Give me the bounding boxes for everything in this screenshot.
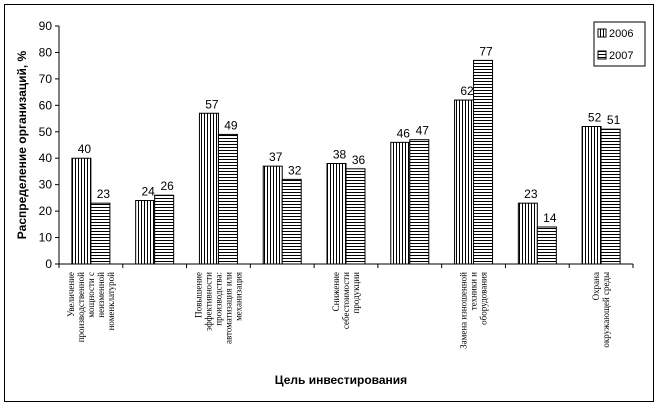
category-labels xyxy=(66,272,611,349)
category-label-6-line-2: оборудования xyxy=(478,272,489,325)
value-label-2007-3: 32 xyxy=(288,163,302,178)
bar-2007-6 xyxy=(474,60,493,264)
bar-2007-8 xyxy=(601,129,620,264)
bar-2007-4 xyxy=(346,169,365,264)
y-axis-title: Распределение организаций, % xyxy=(15,50,29,240)
category-label-0-line-1: производственной xyxy=(75,272,86,343)
x-axis-title: Цель инвестирования xyxy=(274,373,408,387)
y-tick-label: 80 xyxy=(38,45,52,60)
y-axis-title-group xyxy=(15,50,29,239)
legend-swatch-2007 xyxy=(598,51,606,59)
category-label-8-line-0: Охрана xyxy=(591,272,602,301)
y-tick-label: 70 xyxy=(38,71,52,86)
bar-2007-3 xyxy=(282,179,301,264)
bar-2006-4 xyxy=(327,164,346,264)
category-label-0-line-3: неизменной xyxy=(95,272,106,318)
value-label-2007-4: 36 xyxy=(351,152,366,167)
value-label-2007-6: 77 xyxy=(479,44,493,59)
legend-label-2007: 2007 xyxy=(609,50,634,62)
value-label-2007-8: 51 xyxy=(606,113,621,128)
y-tick-label: 30 xyxy=(38,177,52,192)
value-label-2007-1: 26 xyxy=(160,179,174,194)
bar-2006-7 xyxy=(518,203,537,264)
category-label-6-line-1: техники и xyxy=(468,272,479,311)
bar-2006-0 xyxy=(72,158,91,264)
value-label-2006-3: 37 xyxy=(269,150,283,165)
value-label-2007-7: 14 xyxy=(543,210,557,225)
bar-2007-5 xyxy=(410,140,429,264)
category-label-4-line-2: продукции xyxy=(351,272,361,314)
category-label-2-line-2: производства: xyxy=(213,272,224,326)
category-label-4-line-1: себестоимости xyxy=(341,272,351,330)
y-tick-label: 90 xyxy=(38,19,52,33)
category-label-2-line-1: эффективности xyxy=(203,272,214,331)
bar-2007-7 xyxy=(537,227,556,264)
category-label-6-line-0: Замена изношенной xyxy=(458,272,469,349)
bar-2006-3 xyxy=(263,166,282,264)
value-label-2006-0: 40 xyxy=(77,142,92,157)
legend-swatch-2006 xyxy=(598,29,606,37)
y-tick-label: 20 xyxy=(38,204,52,219)
bar-2006-5 xyxy=(391,142,410,264)
legend-label-2006: 2006 xyxy=(609,28,634,40)
y-tick-label: 40 xyxy=(38,151,52,166)
value-label-2006-6: 62 xyxy=(460,84,474,99)
value-label-2006-1: 24 xyxy=(141,184,155,199)
bar-2007-2 xyxy=(218,134,237,264)
y-tick-label: 10 xyxy=(38,230,52,245)
value-label-2006-4: 38 xyxy=(332,147,347,162)
category-label-0-line-0: Увеличение xyxy=(65,272,76,318)
bar-2006-1 xyxy=(136,201,155,264)
bars xyxy=(72,60,620,264)
category-label-8-line-1: окружающей среды xyxy=(601,272,612,348)
category-label-4-line-0: Снижение xyxy=(331,272,341,312)
value-label-2007-2: 49 xyxy=(224,118,238,133)
category-label-2-line-0: Повышение xyxy=(193,272,204,318)
value-label-2006-7: 23 xyxy=(524,187,538,202)
bar-2007-0 xyxy=(91,203,110,264)
category-label-0-line-4: номенклатурой xyxy=(105,272,116,331)
value-label-2007-0: 23 xyxy=(96,187,111,202)
value-label-2006-2: 57 xyxy=(205,97,219,112)
bar-2007-1 xyxy=(155,195,174,264)
value-label-2006-8: 52 xyxy=(587,110,602,125)
y-tick-label: 60 xyxy=(38,98,52,113)
bar-2006-2 xyxy=(199,113,218,264)
y-axis xyxy=(39,19,59,271)
value-label-2006-5: 46 xyxy=(396,126,410,141)
y-tick-label: 0 xyxy=(45,257,52,271)
category-label-2-line-3: автоматизация или xyxy=(223,272,234,345)
legend xyxy=(594,22,645,66)
x-axis xyxy=(59,264,633,268)
y-tick-label: 50 xyxy=(38,124,52,139)
category-label-2-line-4: механизация xyxy=(233,272,244,321)
bar-2006-6 xyxy=(455,100,474,264)
category-label-0-line-2: мощности с xyxy=(85,272,96,318)
value-label-2007-5: 47 xyxy=(415,123,429,138)
bar-2006-8 xyxy=(582,126,601,264)
